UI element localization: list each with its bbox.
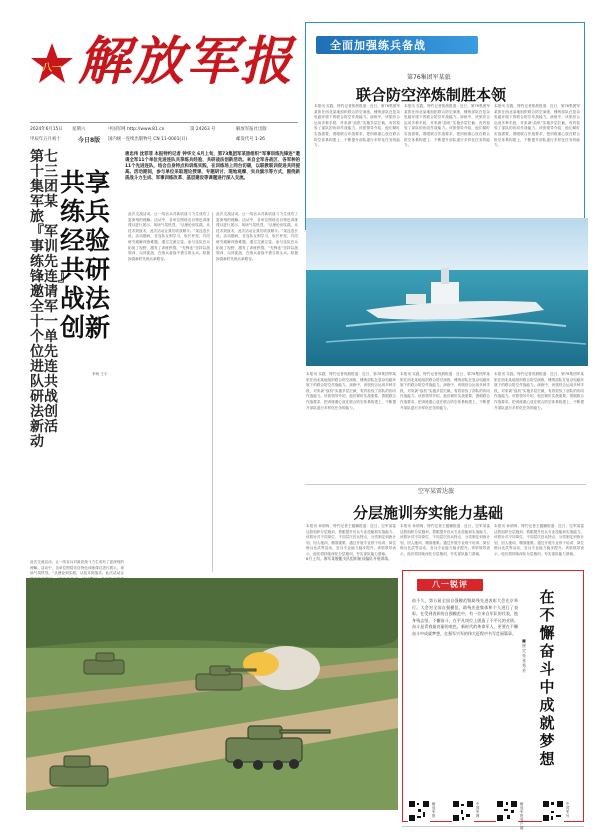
qr-code-icon[interactable] (496, 800, 518, 822)
commentary-author: ■崔定亮 张秀芳 (522, 638, 526, 673)
qr-label-2: 中国军网 (476, 802, 480, 818)
main-text-col1: 此次交流活动，让一线官兵对新质战斗力生成有了更深刻的理解。活动中，各单位围绕各自特色训练课目进行展示，现场气氛热烈。“从理论到实践，从技术到战术，此次活动让我们收获颇丰。”某连连长说。活动期间，各连队互相学习，取长补短，共同研究破解训练难题。通过交流互鉴，参与连队官兵拓宽了视野，激发了训练热情。“先锋连”坚持以战领训、以训促战，在练兵备战中勇当排头兵，积极探索新时代练兵新路径。 (128, 212, 210, 261)
article2-kicker: 空军某雷达旅 (418, 488, 455, 495)
qr-label-3: 解放军报客户端 (520, 802, 524, 830)
commentary-body: 前不久，第五届全国自强模范暨助残先进表彰大会在京举行。大会对全国自强模范、助残先进集体和个人进行了表彰。在受到表彰的自强模范中，有一位来自军队的代表，他身残志坚，不懈奋斗，在平凡岗位上创造了不平凡的业绩。奋斗是青春最亮丽的底色。新时代的革命军人，更要在不懈奋斗中成就梦想，在强军兴军的伟大征程中书写壮丽篇章。 (412, 598, 518, 636)
publisher: 解放军报社出版 (236, 127, 267, 132)
article2-headline[interactable]: 分层施训夯实能力基础 (353, 504, 504, 522)
website[interactable]: 中国军网 http://www.81.cn (108, 127, 165, 132)
article1-cont-col3: 本报讯 实践，特约记者郭晨报道：近日，第76集团军某旅在西北某地组织联合防空演练，锤炼部队在复杂电磁环境下的联合防空作战能力。演练中，该旅综合运用多种手段，对来袭“敌机”实施多层拦截，有效检验了部队的协同作战能力。该旅领导介绍，他们紧盯实战需要，着眼联合作战要求，把训练重心放在联合防空体系构建上，不断提升部队遂行多样化任务的能力。 (494, 372, 584, 410)
page-count: 今日8版 (78, 137, 101, 144)
main-text-col2: 此次交流活动，让一线官兵对新质战斗力生成有了更深刻的理解。活动中，各单位围绕各自特色训练课目进行展示，现场气氛热烈。“从理论到实践，从技术到战术，此次活动让我们收获颇丰。”某连连长说。活动期间，各连队互相学习，取长补短，共同研究破解训练难题。通过交流互鉴，参与连队官兵拓宽了视野，激发了训练热情。“先锋连”坚持以战领训、以训促战，在练兵备战中勇当排头兵，积极探索新时代练兵新路径。 (216, 212, 298, 261)
article1-cont-col2: 本报讯 实践，特约记者郭晨报道：近日，第76集团军某旅在西北某地组织联合防空演练，锤炼部队在复杂电磁环境下的联合防空作战能力。演练中，该旅综合运用多种手段，对来袭“敌机”实施多层拦截，有效检验了部队的协同作战能力。该旅领导介绍，他们紧盯实战需要，着眼联合作战要求，把训练重心放在联合防空体系构建上，不断提升部队遂行多样化任务的能力。 (400, 372, 490, 410)
issue-number: 第 24263 号 (190, 127, 216, 132)
section-divider (305, 484, 586, 485)
footer-rule (402, 826, 584, 827)
army-star-emblem-icon (30, 42, 74, 86)
qr-label-4: 中国军号 (566, 802, 570, 818)
article1-kicker: 第76集团军某旅 (407, 74, 451, 81)
main-subheadline-vertical: 第七十三集团军某旅『军事训练先锋连』邀请全军十一个单位先进连队共研战法创新活动 (30, 149, 65, 450)
warship-photo (306, 218, 588, 366)
article1-headline[interactable]: 联合防空淬炼制胜本领 (356, 86, 507, 104)
masthead-info-bar (30, 122, 298, 149)
column-divider (212, 212, 213, 572)
main-author-note: 李杨 王宇 (92, 372, 108, 376)
qr-code-icon[interactable] (452, 800, 474, 822)
qr-label-1: 解放军报 (432, 802, 436, 818)
commentary-tag: 八一锐评 (417, 579, 483, 591)
feature-banner-text: 全面加强练兵备战 (330, 39, 426, 52)
armored-vehicles-firing-photo (26, 578, 398, 810)
qr-code-icon[interactable] (408, 800, 430, 822)
main-lead: 唐忠伟 沈菲菲 本报特约记者 钟华文 6月上旬，第73集团军某旅组织“军事训练先锋连”邀请全军11个单位先进连队共享练兵经验、共研战法创新活动。来自全军各战区、各军种的11个先进连队，结合自身特点和训练实践，在训练场上同台切磋，以联教联训促进共同提高。活动期间，参与单位采取理论授课、专题研讨、现地观摩、实兵演示等方式，围绕新质战斗力生成、军事训练改革、基层建设等课题进行深入交流。 (125, 152, 300, 181)
article1-text-col2: 本报讯 实践，特约记者郭晨报道：近日，第76集团军某旅在西北某地组织联合防空演练，锤炼部队在复杂电磁环境下的联合防空作战能力。演练中，该旅综合运用多种手段，对来袭“敌机”实施多层拦截，有效检验了部队的协同作战能力。该旅领导介绍，他们紧盯实战需要，着眼联合作战要求，把训练重心放在联合防空体系构建上，不断提升部队遂行多样化任务的能力。 (404, 104, 490, 148)
commentary-title[interactable]: 在不懈奋斗中成就梦想 (539, 588, 555, 768)
main-headline[interactable]: 共享练兵经验 共研战法创新 (60, 168, 111, 342)
svg-text:八一: 八一 (42, 63, 62, 74)
postal-code: 邮发代号 1-26 (236, 137, 265, 142)
article1-cont-col1: 本报讯 实践，特约记者郭晨报道：近日，第76集团军某旅在西北某地组织联合防空演练，锤炼部队在复杂电磁环境下的联合防空作战能力。演练中，该旅综合运用多种手段，对来袭“敌机”实施多层拦截，有效检验了部队的协同作战能力。该旅领导介绍，他们紧盯实战需要，着眼联合作战要求，把训练重心放在联合防空体系构建上，不断提升部队遂行多样化任务的能力。 (306, 372, 396, 410)
photo-caption: 6月上旬，海军某舰艇支队组织航母编队开展训练。 (306, 556, 392, 561)
date-line: 2024年6月15日 (30, 127, 63, 132)
weekday: 星期六 (72, 127, 86, 132)
qr-code-icon[interactable] (542, 800, 564, 822)
cn-number: 国内统一连续出版物号 CN 11-0001(日) (108, 137, 188, 142)
article1-text-col3: 本报讯 实践，特约记者郭晨报道：近日，第76集团军某旅在西北某地组织联合防空演练，锤炼部队在复杂电磁环境下的联合防空作战能力。演练中，该旅综合运用多种手段，对来袭“敌机”实施多层拦截，有效检验了部队的协同作战能力。该旅领导介绍，他们紧盯实战需要，着眼联合作战要求，把训练重心放在联合防空体系构建上，不断提升部队遂行多样化任务的能力。 (494, 104, 580, 148)
article2-text-col0: 本报讯 孙炳珣、特约记者王健鹏报道：近日，空军某雷达旅组织分层施训，着眼提升官兵专业技能和实战能力。该旅针对不同岗位、不同层次官兵特点，分类制定训练计划，因人施训、精准施策。通过开展专业骨干培训、岗位练兵比武等活动，官兵专业能力稳步提升。该旅领导表示，他们将持续深化分层施训，夯实部队能力基础。 (306, 524, 396, 556)
article2-text-col1: 本报讯 孙炳珣、特约记者王健鹏报道：近日，空军某雷达旅组织分层施训，着眼提升官兵专业技能和实战能力。该旅针对不同岗位、不同层次官兵特点，分类制定训练计划，因人施训、精准施策。通过开展专业骨干培训、岗位练兵比武等活动，官兵专业能力稳步提升。该旅领导表示，他们将持续深化分层施训，夯实部队能力基础。 (400, 524, 490, 556)
article2-text-col2: 本报讯 孙炳珣、特约记者王健鹏报道：近日，空军某雷达旅组织分层施训，着眼提升官兵专业技能和实战能力。该旅针对不同岗位、不同层次官兵特点，分类制定训练计划，因人施训、精准施策。通过开展专业骨干培训、岗位练兵比武等活动，官兵专业能力稳步提升。该旅领导表示，他们将持续深化分层施训，夯实部队能力基础。 (494, 524, 584, 556)
main-text-footer: 此次交流活动，让一线官兵对新质战斗力生成有了更深刻的理解。活动中，各单位围绕各自特色训练课目进行展示，现场气氛热烈。“从理论到实践，从技术到战术，此次活动让 (30, 560, 124, 576)
article1-text-col1: 本报讯 实践，特约记者郭晨报道：近日，第76集团军某旅在西北某地组织联合防空演练，锤炼部队在复杂电磁环境下的联合防空作战能力。演练中，该旅综合运用多种手段，对来袭“敌机”实施多层拦截，有效检验了部队的协同作战能力。该旅领导介绍，他们紧盯实战需要，着眼联合作战要求，把训练重心放在联合防空体系构建上，不断提升部队遂行多样化任务的能力。 (314, 104, 400, 148)
lunar-date: 甲辰年五月初十 (30, 137, 61, 142)
newspaper-title: 解放军报 (78, 31, 295, 92)
